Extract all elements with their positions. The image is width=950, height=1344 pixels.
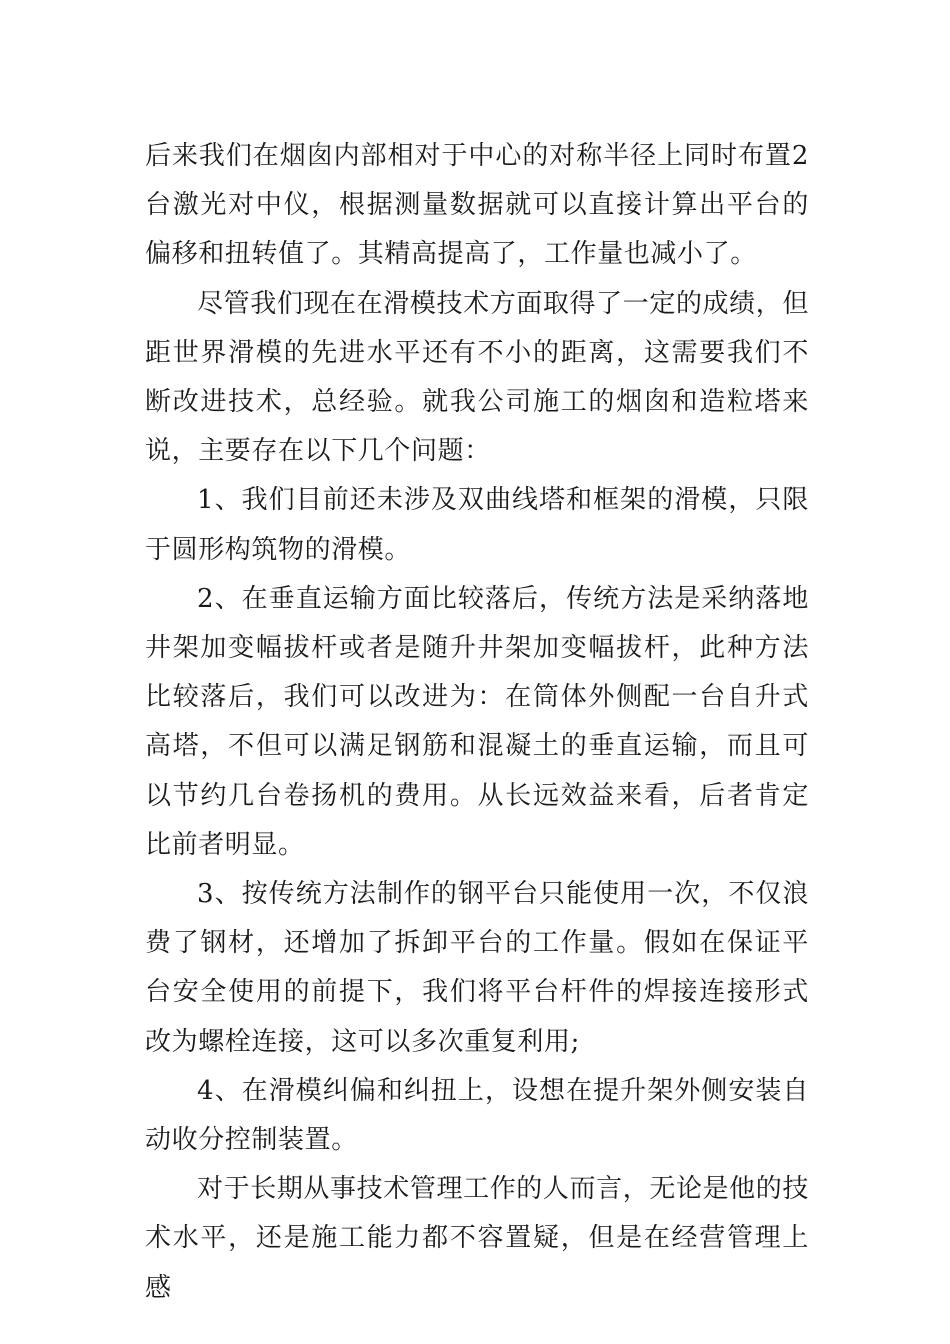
document-body xyxy=(145,132,809,1313)
paragraph-issue-1: 1、我们目前还未涉及双曲线塔和框架的滑模，只限于圆形构筑物的滑模。 xyxy=(145,485,809,565)
paragraph-issue-3: 3、按传统方法制作的钢平台只能使用一次，不仅浪费了钢材，还增加了拆卸平台的工作量。假如在保证平台安全使用的前提下，我们将平台杆件的焊接连接形式改为螺栓连接，这可以多次重复利用; xyxy=(145,879,809,1057)
paragraph-issue-2: 2、在垂直运输方面比较落后，传统方法是采纳落地井架加变幅拔杆或者是随升井架加变幅拔杆，此种方法比较落后，我们可以改进为：在筒体外侧配一台自升式高塔，不但可以满足钢筋和混凝土的垂直运输，而且可以节约几台卷扬机的费用。从长远效益来看，后者肯定比前者明显。 xyxy=(145,583,809,860)
paragraph-issue-4: 4、在滑模纠偏和纠扭上，设想在提升架外侧安装自动收分控制装置。 xyxy=(145,1075,809,1156)
paragraph-slipform-gap: 尽管我们现在在滑模技术方面取得了一定的成绩，但距世界滑模的先进水平还有不小的距离，这需要我们不断改进技术，总经验。就我公司施工的烟囱和造粒塔来说，主要存在以下几个问题： xyxy=(145,288,809,467)
paragraph-laser-alignment: 后来我们在烟囱内部相对于中心的对称半径上同时布置2台激光对中仪，根据测量数据就可以直接计算出平台的偏移和扭转值了。其精高提高了，工作量也减小了。 xyxy=(145,141,809,270)
paragraph-management: 对于长期从事技术管理工作的人而言，无论是他的技术水平，还是施工能力都不容置疑，但是在经营管理上感 xyxy=(145,1174,809,1303)
